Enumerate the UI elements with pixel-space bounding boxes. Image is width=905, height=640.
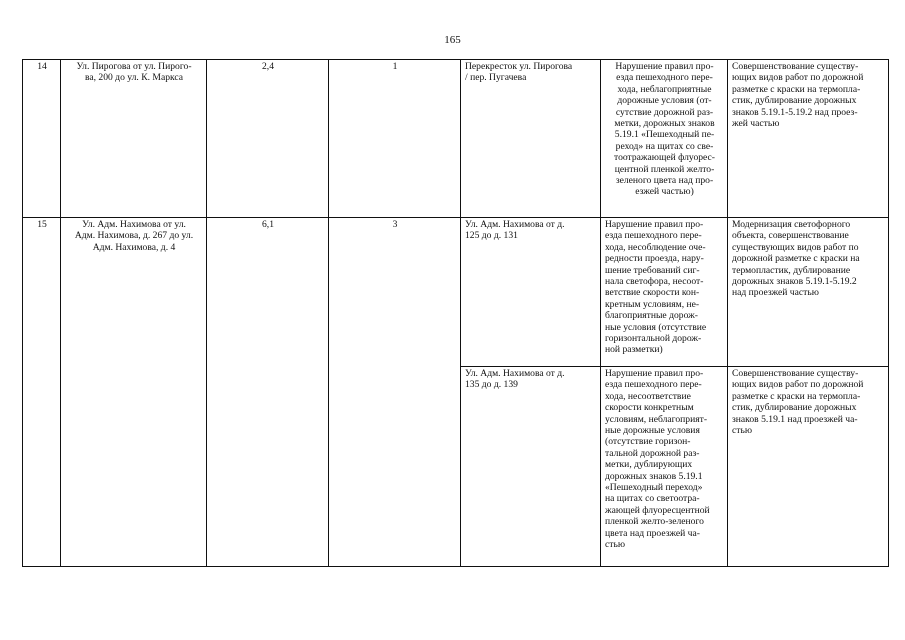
row-number: 14: [23, 60, 61, 218]
measures-cell: Совершенствование существу- ющих видов работ по дорожной разметке с краски на термопла- стик, дублирование дорожных знаков 5.19.1 над проезжей ча- стью: [728, 367, 889, 567]
violation-cell: Нарушение правил про- езда пешеходного пере- хода, несоблюдение оче- редности проезда, нару- шение требований сиг- нала светофора, несоот- ветствие скорости кон- кретным условиям, не- благоприятные дорож- ные условия (отсутствие горизонтальной дорож- ной разметки): [601, 218, 728, 367]
accident-count: 3: [329, 218, 461, 567]
street-section: Ул. Адм. Нахимова от ул. Адм. Нахимова, д. 267 до ул. Адм. Нахимова, д. 4: [61, 218, 207, 567]
location-cell: Ул. Адм. Нахимова от д. 125 до д. 131: [461, 218, 601, 367]
section-length: 2,4: [207, 60, 329, 218]
measures-cell: Совершенствование существу- ющих видов работ по дорожной разметке с краски на термопла- стик, дублирование дорожных знаков 5.19.1-5.19.2 над проез- жей частью: [728, 60, 889, 218]
street-section: Ул. Пирогова от ул. Пирого- ва, 200 до ул. К. Маркса: [61, 60, 207, 218]
violation-cell: Нарушение правил про- езда пешеходного пере- хода, несоответствие скорости конкретным условиям, неблагоприят- ные дорожные условия (отсутствие горизон- тальной дорожной раз- метки, дублирующих дорожных знаков 5.19.1 «Пешеходный переход» на щитах со светоотра- жающей флуоресцентной пленкой желто-зеленого цвета над проезжей ча- стью: [601, 367, 728, 567]
accident-sites-table: [22, 59, 889, 567]
table-row: [23, 218, 889, 367]
location-cell: Перекресток ул. Пирогова / пер. Пугачева: [461, 60, 601, 218]
location-cell: Ул. Адм. Нахимова от д. 135 до д. 139: [461, 367, 601, 567]
page-number: 165: [444, 34, 461, 46]
measures-cell: Модернизация светофорного объекта, совершенствование существующих видов работ по дорожной разметке с краски на термопластик, дублирование дорожных знаков 5.19.1-5.19.2 над проезжей частью: [728, 218, 889, 367]
violation-cell: Нарушение правил про- езда пешеходного пере- хода, неблагоприятные дорожные условия (от- сутствие дорожной раз- метки, дорожных знаков 5.19.1 «Пешеходный пе- реход» на щитах со све- тоотражающей флуорес- центной пленкой желто- зеленого цвета над про- езжей частью): [601, 60, 728, 218]
accident-count: 1: [329, 60, 461, 218]
row-number: 15: [23, 218, 61, 567]
table-row: [23, 60, 889, 218]
section-length: 6,1: [207, 218, 329, 567]
